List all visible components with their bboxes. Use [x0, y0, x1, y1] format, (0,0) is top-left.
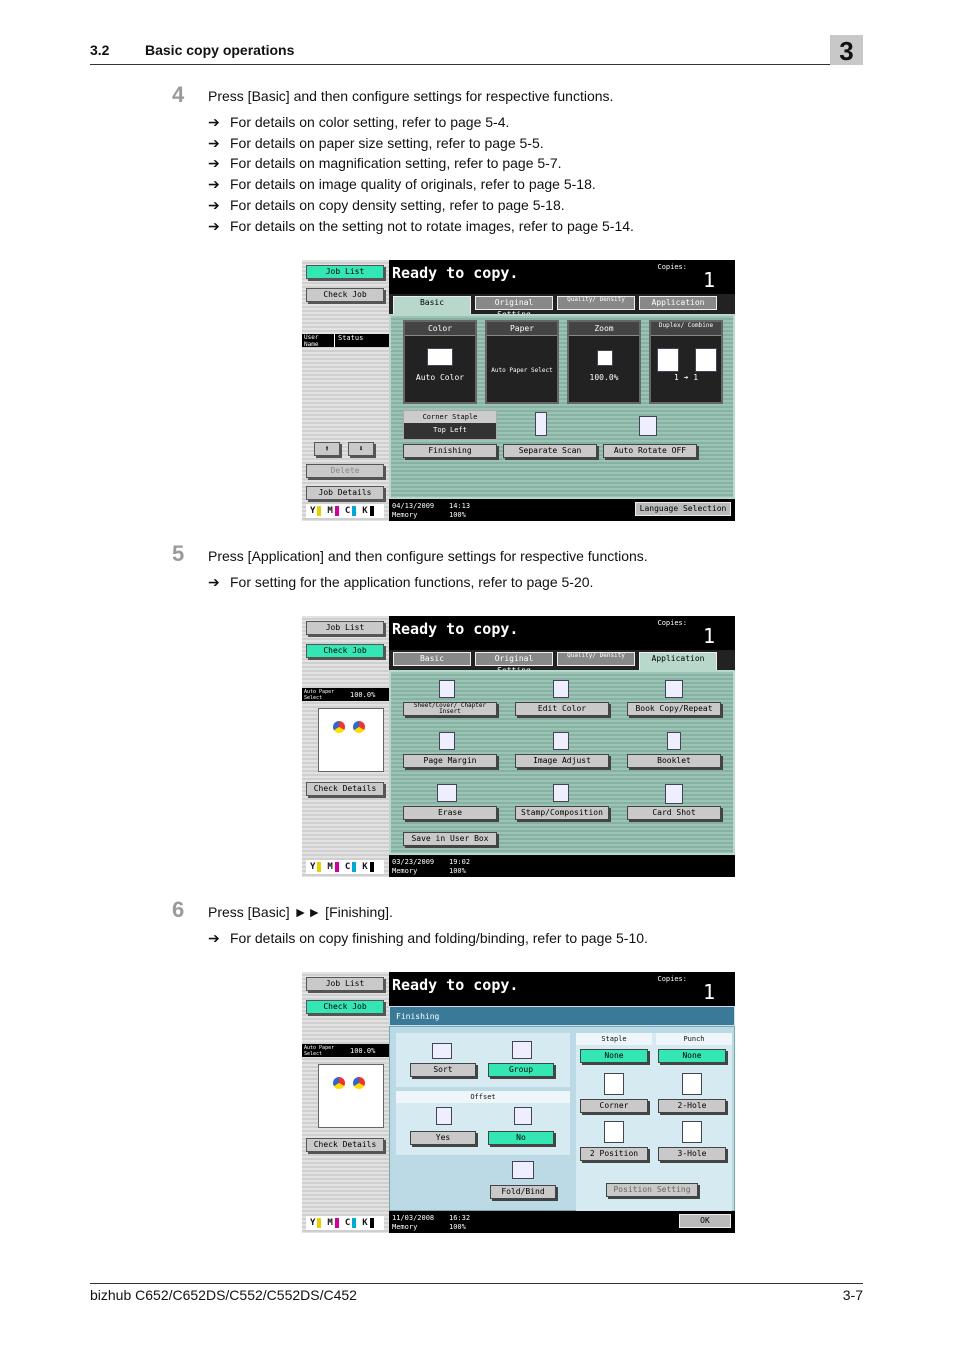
fold-bind-button[interactable]: Fold/Bind	[490, 1185, 556, 1199]
offset-yes-button[interactable]: Yes	[410, 1131, 476, 1145]
edit-color-icon	[553, 680, 569, 698]
tab-quality-density[interactable]: Quality/ Density	[557, 652, 635, 666]
check-job-button[interactable]: Check Job	[306, 288, 384, 302]
auto-rotate-button[interactable]: Auto Rotate OFF	[603, 444, 697, 458]
job-details-button[interactable]: Job Details	[306, 486, 384, 500]
status-bar	[389, 616, 735, 650]
punch-header: Punch	[656, 1033, 732, 1045]
two-hole-button[interactable]: 2-Hole	[658, 1099, 726, 1113]
note: ➔ For details on magnification setting, refer to page 5-7.	[208, 155, 562, 171]
arrow-icon: ➔	[208, 197, 220, 213]
finishing-status: Corner Staple Top Left	[403, 410, 497, 440]
finishing-button[interactable]: Finishing	[403, 444, 497, 458]
staple-header: Staple	[576, 1033, 652, 1045]
tab-bar	[389, 650, 735, 670]
note: ➔ For details on color setting, refer to page 5-4.	[208, 114, 510, 130]
arrow-icon: ➔	[208, 176, 220, 192]
position-setting-button[interactable]: Position Setting	[606, 1183, 698, 1197]
copies-label: Copies:	[657, 975, 687, 983]
edit-color-button[interactable]: Edit Color	[515, 702, 609, 716]
step-text: Press [Application] and then configure settings for respective functions.	[208, 548, 648, 564]
memory-value: 100%	[449, 1223, 466, 1231]
copies-label: Copies:	[657, 619, 687, 627]
step-text: Press [Basic] and then configure settings for respective functions.	[208, 88, 614, 104]
finishing-title: Finishing	[389, 1006, 735, 1026]
ok-button[interactable]: OK	[679, 1214, 731, 1228]
booklet-button[interactable]: Booklet	[627, 754, 721, 768]
screen-finishing	[302, 972, 735, 1233]
note: ➔ For details on image quality of originals, refer to page 5-18.	[208, 176, 596, 192]
note: ➔ For details on copy finishing and folding/binding, refer to page 5-10.	[208, 930, 648, 946]
duplex-card[interactable]: Duplex/ Combine 1 ➔ 1	[649, 320, 723, 404]
three-hole-icon	[682, 1121, 702, 1143]
paper-card[interactable]: Paper Auto Paper Select	[485, 320, 559, 404]
memory-label: Memory	[392, 1223, 418, 1231]
arrow-icon: ➔	[208, 114, 220, 130]
group-button[interactable]: Group	[488, 1063, 554, 1077]
footer-rule	[90, 1283, 863, 1284]
zoom-icon	[597, 350, 613, 366]
page-margin-icon	[439, 732, 455, 750]
sheet-insert-icon	[439, 680, 455, 698]
three-hole-button[interactable]: 3-Hole	[658, 1147, 726, 1161]
basic-panel	[389, 314, 735, 499]
note: ➔ For details on paper size setting, refer to page 5-5.	[208, 135, 544, 151]
application-panel	[389, 670, 735, 855]
footer-bar	[389, 1211, 735, 1233]
time: 19:02	[449, 858, 471, 866]
sort-button[interactable]: Sort	[410, 1063, 476, 1077]
settings-summary: Auto Paper Select 100.0%	[302, 688, 389, 701]
card-shot-icon	[665, 784, 683, 804]
erase-button[interactable]: Erase	[403, 806, 497, 820]
model-name: bizhub C652/C652DS/C552/C552DS/C452	[90, 1287, 357, 1303]
memory-value: 100%	[449, 867, 466, 875]
time: 14:13	[449, 502, 471, 510]
memory-value: 100%	[449, 511, 466, 519]
status-bar	[389, 972, 735, 1006]
copies-count: 1	[702, 980, 715, 1004]
check-details-button[interactable]: Check Details	[306, 782, 384, 796]
screen-application	[302, 616, 735, 877]
book-copy-icon	[665, 680, 683, 698]
copies-label: Copies:	[657, 263, 687, 271]
group-icon	[512, 1041, 532, 1059]
left-panel	[302, 616, 389, 877]
two-position-button[interactable]: 2 Position	[580, 1147, 648, 1161]
staple-none-button[interactable]: None	[580, 1049, 648, 1063]
left-panel	[302, 260, 389, 521]
save-in-user-box-button[interactable]: Save in User Box	[403, 832, 497, 846]
booklet-icon	[667, 732, 681, 750]
two-position-icon	[604, 1121, 624, 1143]
date: 03/23/2009	[392, 858, 435, 866]
step-text: Press [Basic] ►► [Finishing].	[208, 904, 393, 920]
offset-yes-icon	[436, 1107, 452, 1125]
two-hole-icon	[682, 1073, 702, 1095]
memory-label: Memory	[392, 867, 418, 875]
footer-bar	[389, 855, 735, 877]
finishing-panel	[389, 1026, 735, 1211]
offset-box: Offset Yes No	[396, 1091, 570, 1155]
sort-icon	[432, 1043, 452, 1059]
stamp-composition-button[interactable]: Stamp/Composition	[515, 806, 609, 820]
separate-scan-button[interactable]: Separate Scan	[503, 444, 597, 458]
staple-punch-box	[576, 1033, 732, 1223]
arrow-icon: ➔	[208, 135, 220, 151]
date: 04/13/2009	[392, 502, 435, 510]
auto-rotate-icon	[639, 416, 657, 436]
screen-basic	[302, 260, 735, 521]
tab-quality-density[interactable]: Quality/ Density	[557, 296, 635, 310]
copies-count: 1	[702, 624, 715, 648]
corner-staple-icon	[604, 1073, 624, 1095]
fold-bind-icon	[512, 1161, 534, 1179]
tab-application[interactable]: Application	[639, 296, 717, 310]
check-job-button[interactable]: Check Job	[306, 644, 384, 658]
tab-original-setting[interactable]: Original	[475, 652, 553, 666]
arrow-icon: ➔	[208, 574, 220, 590]
tab-bar	[389, 294, 735, 314]
ready-message: Ready to copy.	[392, 264, 519, 282]
chapter-badge: 3	[830, 35, 863, 65]
step-number: 4	[172, 82, 185, 107]
delete-button[interactable]: Delete	[306, 464, 384, 478]
header-rule	[90, 64, 863, 65]
card-shot-button[interactable]: Card Shot	[627, 806, 721, 820]
time: 16:32	[449, 1214, 471, 1222]
image-adjust-icon	[553, 732, 569, 750]
toner-levels: Y M C K	[306, 1216, 384, 1230]
tab-basic[interactable]: Basic	[393, 652, 471, 666]
note: ➔ For details on copy density setting, refer to page 5-18.	[208, 197, 565, 213]
check-details-button[interactable]: Check Details	[306, 1138, 384, 1152]
preview-thumbnail	[318, 1064, 384, 1128]
sheet-cover-insert-button[interactable]: Sheet/Cover/ Chapter Insert	[403, 702, 497, 716]
corner-button[interactable]: Corner	[580, 1099, 648, 1113]
scroll-down-button[interactable]: ⬇	[348, 442, 374, 456]
stamp-icon	[553, 784, 569, 802]
scroll-up-button[interactable]: ⬆	[314, 442, 340, 456]
section-number: 3.2	[90, 42, 110, 58]
left-panel	[302, 972, 389, 1233]
preview-thumbnail	[318, 708, 384, 772]
memory-label: Memory	[392, 511, 418, 519]
check-job-button[interactable]: Check Job	[306, 1000, 384, 1014]
job-list-header: User Name Status	[302, 334, 389, 347]
page-margin-button[interactable]: Page Margin	[403, 754, 497, 768]
offset-no-button[interactable]: No	[488, 1131, 554, 1145]
job-list-button[interactable]: Job List	[306, 977, 384, 991]
color-icon	[427, 348, 453, 366]
ready-message: Ready to copy.	[392, 620, 519, 638]
image-adjust-button[interactable]: Image Adjust	[515, 754, 609, 768]
tab-basic[interactable]: Basic	[393, 296, 471, 314]
tab-application[interactable]: Application	[639, 652, 717, 670]
zoom-card[interactable]: Zoom 100.0%	[567, 320, 641, 404]
ready-message: Ready to copy.	[392, 976, 519, 994]
footer-bar	[389, 499, 735, 521]
page-icon	[657, 348, 679, 372]
page-icon	[695, 348, 717, 372]
note: ➔ For setting for the application functions, refer to page 5-20.	[208, 574, 594, 590]
offset-no-icon	[514, 1107, 532, 1125]
step-number: 6	[172, 897, 185, 922]
separate-scan-icon	[535, 412, 547, 436]
erase-icon	[437, 784, 457, 802]
settings-summary: Auto Paper Select 100.0%	[302, 1044, 389, 1057]
sort-group-box	[396, 1033, 570, 1087]
section-title: Basic copy operations	[145, 42, 295, 58]
language-selection-button[interactable]: Language Selection	[635, 502, 731, 516]
punch-none-button[interactable]: None	[658, 1049, 726, 1063]
job-list-button[interactable]: Job List	[306, 621, 384, 635]
status-bar	[389, 260, 735, 294]
arrow-icon: ➔	[208, 218, 220, 234]
date: 11/03/2008	[392, 1214, 435, 1222]
job-list-button[interactable]: Job List	[306, 265, 384, 279]
arrow-icon: ➔	[208, 155, 220, 171]
tab-original-setting[interactable]: Original	[475, 296, 553, 310]
page-number: 3-7	[842, 1287, 863, 1303]
copies-count: 1	[702, 268, 715, 292]
step-number: 5	[172, 541, 185, 566]
arrow-icon: ➔	[208, 930, 220, 946]
toner-levels: Y M C K	[306, 504, 384, 518]
note: ➔ For details on the setting not to rotate images, refer to page 5-14.	[208, 218, 634, 234]
toner-levels: Y M C K	[306, 860, 384, 874]
color-card[interactable]: Color Auto Color	[403, 320, 477, 404]
book-copy-repeat-button[interactable]: Book Copy/Repeat	[627, 702, 721, 716]
